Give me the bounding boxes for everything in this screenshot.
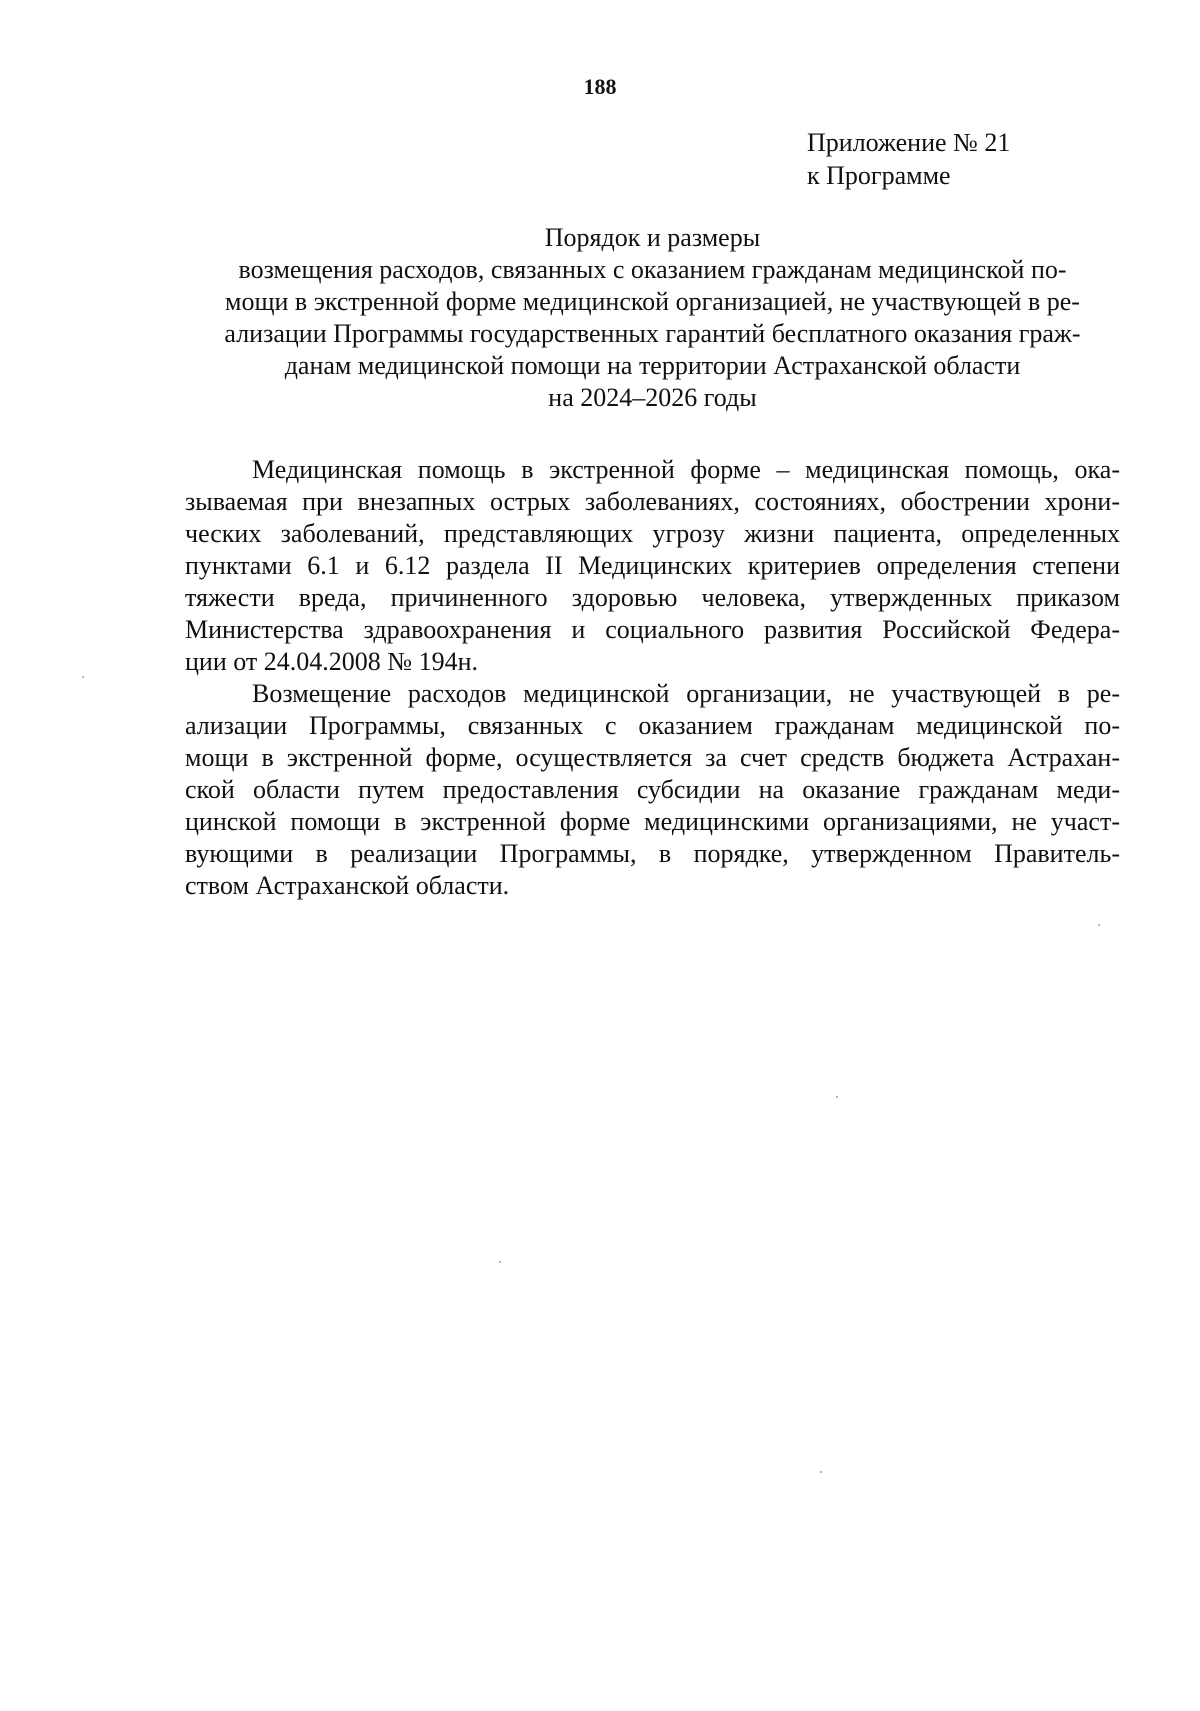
scan-speck [82, 676, 84, 678]
paragraph-line: Медицинская помощь в экстренной форме – медицинская помощь, ока- [252, 455, 1120, 484]
annex-reference [807, 126, 1010, 192]
heading-line: мощи в экстренной форме медицинской организацией, не участвующей в ре- [225, 287, 1080, 316]
paragraph-line: тяжести вреда, причиненного здоровью человека, утвержденных приказом [185, 583, 1120, 612]
annex-program: к Программе [807, 161, 951, 190]
paragraph-line: ализации Программы, связанных с оказанием гражданам медицинской по- [185, 711, 1120, 740]
scan-speck [499, 1261, 501, 1263]
paragraph-reimbursement [185, 678, 1120, 902]
paragraph-line: цинской помощи в экстренной форме медицинскими организациями, не участ- [185, 807, 1120, 836]
paragraph-line: ческих заболеваний, представляющих угрозу жизни пациента, определенных [185, 519, 1120, 548]
paragraph-line: ством Астраханской области. [185, 871, 510, 900]
paragraph-line: Министерства здравоохранения и социального развития Российской Федера- [185, 615, 1120, 644]
scan-speck [820, 1471, 822, 1473]
paragraph-definition [185, 454, 1120, 678]
document-heading [185, 222, 1120, 414]
paragraph-line: пунктами 6.1 и 6.12 раздела II Медицинских критериев определения степени [185, 551, 1120, 580]
heading-line: возмещения расходов, связанных с оказанием гражданам медицинской по- [238, 255, 1067, 284]
heading-years: на 2024–2026 годы [548, 383, 757, 412]
paragraph-line: зываемая при внезапных острых заболеваниях, состояниях, обострении хрони- [185, 487, 1120, 516]
paragraph-line: Возмещение расходов медицинской организации, не участвующей в ре- [252, 679, 1120, 708]
document-body [185, 454, 1120, 902]
paragraph-line: вующими в реализации Программы, в порядке, утвержденном Правитель- [185, 839, 1120, 868]
heading-line: данам медицинской помощи на территории Астраханской области [284, 351, 1021, 380]
paragraph-line: мощи в экстренной форме, осуществляется за счет средств бюджета Астрахан- [185, 743, 1120, 772]
heading-title: Порядок и размеры [544, 223, 761, 252]
paragraph-line: ции от 24.04.2008 № 194н. [185, 647, 478, 676]
paragraph-line: ской области путем предоставления субсидии на оказание гражданам меди- [185, 775, 1120, 804]
annex-number: Приложение № 21 [807, 128, 1011, 157]
page-number: 188 [583, 74, 617, 99]
scan-speck [1098, 924, 1100, 926]
scan-speck [836, 1096, 838, 1098]
heading-line: ализации Программы государственных гарантий бесплатного оказания граж- [224, 319, 1081, 348]
